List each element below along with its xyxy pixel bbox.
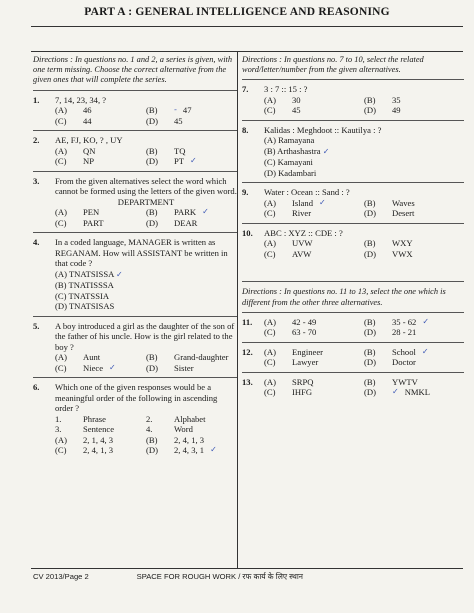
question-5 <box>33 321 237 374</box>
option-a[interactable]: (A) Engineer <box>264 346 324 357</box>
option-c[interactable]: (C) 44 <box>55 115 92 126</box>
option-b[interactable]: (B) Arthashastra ✓ <box>264 145 330 156</box>
question-text: In a coded language, MANAGER is written as REGANAM. How will ASSISTANT be written in that code ? <box>55 237 228 269</box>
question-text: 3 : 7 :: 15 : ? <box>264 84 308 95</box>
option-d[interactable]: (D) VWX <box>364 248 413 259</box>
option-d[interactable]: (D) 49 <box>364 105 401 116</box>
question-6 <box>33 382 237 456</box>
option-a[interactable]: (A) Island ✓ <box>264 197 326 208</box>
option-b[interactable]: (B) - 47 <box>146 105 192 116</box>
page-footer <box>33 572 463 582</box>
question-2 <box>33 135 237 167</box>
divider <box>242 312 464 313</box>
divider <box>242 281 464 282</box>
question-13 <box>242 377 464 398</box>
divider <box>242 372 464 373</box>
options <box>55 105 237 126</box>
option-c[interactable]: (C) TNATSSIA <box>55 290 110 301</box>
option-d[interactable]: (D) 45 <box>146 115 183 126</box>
option-d[interactable]: (D) Kadambari <box>264 167 317 178</box>
question-number: 12. <box>242 346 253 357</box>
options <box>55 207 237 228</box>
left-column <box>33 54 237 456</box>
divider <box>33 90 237 91</box>
question-number: 9. <box>242 187 249 198</box>
option-d[interactable]: (D) Sister <box>146 362 194 373</box>
directions-7-10: Directions : In questions no. 7 to 10, select the related word/letter/number from the given alternatives. <box>242 55 424 75</box>
option-d[interactable]: (D) PT ✓ <box>146 156 197 167</box>
item-2: 2. Alphabet <box>146 413 206 424</box>
option-c[interactable]: (C) IHFG <box>264 387 313 398</box>
option-d[interactable]: (D) TNATSISAS <box>55 301 115 312</box>
footer-rule <box>31 568 463 569</box>
question-3 <box>33 176 237 229</box>
options <box>264 95 464 116</box>
tick-mark: ✓ <box>190 156 197 166</box>
question-number: 4. <box>33 237 40 248</box>
option-c[interactable]: (C) AVW <box>264 248 312 259</box>
option-c[interactable]: (C) 63 - 70 <box>264 327 317 338</box>
divider <box>242 120 464 121</box>
option-a[interactable]: (A) Aunt <box>55 352 101 363</box>
option-b[interactable]: (B) TQ <box>146 145 186 156</box>
question-number: 5. <box>33 320 40 331</box>
option-c[interactable]: (C) PART <box>55 217 104 228</box>
options <box>264 198 464 219</box>
question-text: Kalidas : Meghdoot :: Kautilya : ? <box>264 124 382 135</box>
option-a[interactable]: (A) TNATSISSA ✓ <box>55 268 123 279</box>
question-number: 13. <box>242 376 253 387</box>
right-column <box>242 54 464 398</box>
option-b[interactable]: (B) WXY <box>364 238 413 249</box>
option-b[interactable]: (B) Grand-daughter <box>146 352 229 363</box>
options <box>264 377 464 398</box>
question-8 <box>242 125 464 179</box>
option-b[interactable]: (B) YWTV <box>364 376 418 387</box>
rough-work-label: SPACE FOR ROUGH WORK / रफ कार्य के लिए स्थान <box>136 572 303 581</box>
question-1 <box>33 95 237 127</box>
options <box>264 317 464 338</box>
question-text: From the given alternatives select the word which cannot be formed using the letters of the given word. <box>55 175 237 197</box>
divider <box>33 232 237 233</box>
options <box>55 352 237 373</box>
option-a[interactable]: (A) UVW <box>264 238 313 249</box>
option-c[interactable]: (C) River <box>264 208 312 219</box>
option-c[interactable]: (C) Lawyer <box>264 357 319 368</box>
option-c[interactable]: (C) 2, 4, 1, 3 <box>55 445 114 456</box>
question-number: 7. <box>242 84 249 95</box>
items <box>55 414 237 435</box>
tick-mark: ✓ <box>109 362 116 372</box>
page-number: CV 2013/Page 2 <box>33 572 89 581</box>
options <box>55 146 237 167</box>
option-a[interactable]: (A) PEN <box>55 207 100 218</box>
option-d[interactable]: (D) 2, 4, 3, 1 ✓ <box>146 445 217 456</box>
option-c[interactable]: (C) Kamayani <box>264 157 313 168</box>
question-text: 7, 14, 23, 34, ? <box>55 94 107 105</box>
tick-mark: - <box>174 105 177 115</box>
question-11 <box>242 317 464 338</box>
divider <box>242 342 464 343</box>
divider <box>33 377 237 378</box>
tick-mark: ✓ <box>202 207 209 217</box>
options <box>264 347 464 368</box>
question-number: 11. <box>242 316 253 327</box>
directions-11-13: Directions : In questions no. 11 to 13, select the one which is different from the other three alternatives. <box>242 287 446 307</box>
option-b[interactable]: (B) 2, 4, 1, 3 <box>146 434 205 445</box>
option-a[interactable]: (A) 2, 1, 4, 3 <box>55 434 114 445</box>
question-number: 3. <box>33 175 40 186</box>
tick-mark: ✓ <box>322 146 330 156</box>
divider <box>33 130 237 131</box>
options <box>264 238 464 259</box>
question-9 <box>242 187 464 219</box>
question-number: 8. <box>242 124 249 135</box>
directions-1-2: Directions : In questions no. 1 and 2, a series is given, with one term missing. Choose the correct alternative from the given ones that will complete the series. <box>33 55 233 85</box>
item-1: 1. Phrase <box>55 413 106 424</box>
option-a[interactable]: (A) Ramayana <box>264 135 315 146</box>
question-text: Water : Ocean :: Sand : ? <box>264 187 350 198</box>
option-b[interactable]: (B) 35 <box>364 94 401 105</box>
question-12 <box>242 347 464 368</box>
question-text: A boy introduced a girl as the daughter of the son of the father of his uncle. How is the girl related to the boy ? <box>55 320 235 352</box>
header-rule <box>31 51 463 52</box>
option-d[interactable]: (D) Doctor <box>364 357 416 368</box>
tick-mark: ✓ <box>422 316 430 326</box>
given-word: DEPARTMENT <box>117 196 175 207</box>
page-title: PART A : GENERAL INTELLIGENCE AND REASONING <box>84 6 390 18</box>
divider <box>242 223 464 224</box>
question-text: Which one of the given responses would be a meaningful order of the following in ascending order ? <box>55 382 218 414</box>
item-4: 4. Word <box>146 424 193 435</box>
option-a[interactable]: (A) QN <box>55 145 96 156</box>
option-d[interactable]: (D) Desert <box>364 208 415 219</box>
option-c[interactable]: (C) Niece ✓ <box>55 362 116 373</box>
question-number: 6. <box>33 382 40 393</box>
question-7 <box>242 84 464 116</box>
question-number: 10. <box>242 227 253 238</box>
option-d[interactable]: (D) DEAR <box>146 217 198 228</box>
tick-mark: ✓ <box>115 269 123 279</box>
question-4 <box>33 237 237 312</box>
question-text: AE, FJ, KO, ? , UY <box>55 135 123 146</box>
tick-mark: ✓ <box>319 197 326 207</box>
options <box>55 435 237 456</box>
divider <box>242 182 464 183</box>
question-text: ABC : XYZ :: CDE : ? <box>264 227 343 238</box>
tick-mark: ✓ <box>392 387 399 397</box>
question-10 <box>242 228 464 260</box>
option-b[interactable]: (B) PARK ✓ <box>146 207 209 218</box>
title-rule <box>31 26 463 27</box>
option-c[interactable]: (C) 45 <box>264 105 301 116</box>
option-d[interactable]: (D) 28 - 21 <box>364 327 417 338</box>
divider <box>242 79 464 80</box>
question-number: 1. <box>33 94 40 105</box>
option-a[interactable]: (A) SRPQ <box>264 376 314 387</box>
tick-mark: ✓ <box>210 445 217 455</box>
option-a[interactable]: (A) 30 <box>264 94 301 105</box>
divider <box>33 316 237 317</box>
option-a[interactable]: (A) 42 - 49 <box>264 316 317 327</box>
column-divider <box>237 52 238 568</box>
question-number: 2. <box>33 135 40 146</box>
tick-mark: ✓ <box>421 346 429 356</box>
item-3: 3. Sentence <box>55 424 115 435</box>
option-b[interactable]: (B) Waves <box>364 197 415 208</box>
option-b[interactable]: (B) 35 - 62 ✓ <box>364 316 430 327</box>
option-c[interactable]: (C) NP <box>55 156 94 167</box>
option-d[interactable]: (D) ✓ NMKL <box>364 387 431 398</box>
option-a[interactable]: (A) 46 <box>55 105 92 116</box>
divider <box>33 171 237 172</box>
option-b[interactable]: (B) School ✓ <box>364 346 429 357</box>
option-b[interactable]: (B) TNATISSSA <box>55 280 114 291</box>
